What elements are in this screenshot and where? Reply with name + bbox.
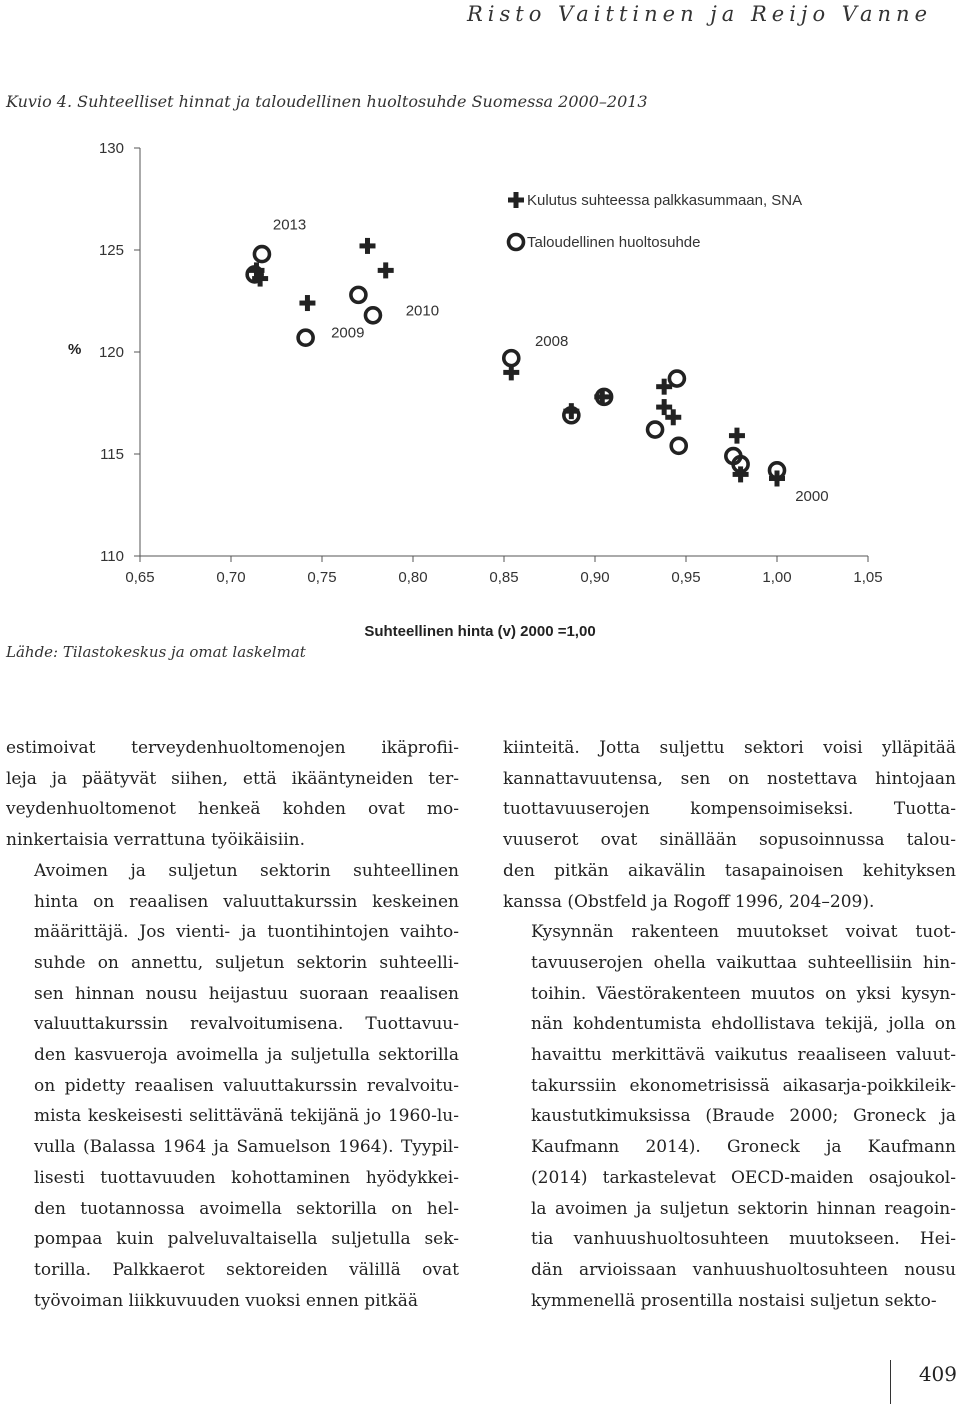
chart-marks — [247, 238, 785, 487]
scatter-point-circle-2009 — [298, 330, 313, 345]
text-line: tuottavuuserojen kompensoimiseksi. Tuotta- — [503, 799, 956, 820]
paragraph — [503, 733, 956, 917]
text-line: nän kohdentumista ehdollistava tekijä, jolla on — [531, 1014, 956, 1035]
plus-marker-v — [569, 403, 574, 419]
body-column-right — [503, 733, 956, 1316]
x-tick-label: 0,80 — [398, 569, 428, 586]
paragraph — [6, 856, 459, 1317]
x-tick-labels — [125, 556, 882, 586]
scatter-point-plus-2010 — [378, 262, 394, 278]
plus-marker-v — [514, 192, 519, 208]
y-tick-label: 115 — [100, 446, 124, 463]
year-annotation: 2009 — [331, 324, 365, 342]
text-line: den tuotannossa avoimella sektorilla on hel- — [34, 1198, 459, 1219]
text-line: kanssa (Obstfeld ja Rogoff 1996, 204–209). — [503, 891, 875, 912]
text-line: Avoimen ja suljetun sektorin suhteellinen — [34, 860, 459, 881]
text-line: valuuttakurssin revalvoitumisena. Tuottavuu- — [34, 1014, 459, 1035]
x-tick-label: 0,85 — [489, 569, 519, 586]
chart-legend — [508, 192, 802, 251]
chart-annotations — [273, 217, 829, 505]
scatter-point-plus-2011 — [360, 238, 376, 254]
x-tick-label: 1,05 — [853, 569, 883, 586]
text-line: torilla. Palkkaerot sektoreiden välillä ovat — [34, 1259, 459, 1280]
text-line: suhde on annettu, suljetun sektorin suhteelli- — [34, 952, 459, 973]
text-line: tavuuserojen ohella vaikuttaa suhteellisiin hin- — [531, 952, 956, 973]
year-annotation: 2010 — [405, 302, 440, 320]
x-axis-label: Suhteellinen hinta (v) 2000 =1,00 — [364, 623, 596, 640]
text-line: (2014) tarkastelevat OECD-maiden osajoukol- — [531, 1167, 956, 1188]
text-line: vuuserot ovat sinällään sopusoinnussa talou- — [503, 830, 956, 851]
y-tick-label: 125 — [98, 242, 124, 259]
x-tick-label: 0,65 — [125, 569, 155, 586]
text-line: kannattavuutensa, sen on nostettava hintojaan — [503, 768, 956, 789]
paragraph — [503, 917, 956, 1316]
text-line: pompaa kuin palveluvaltaisella suljetulla sek- — [34, 1229, 459, 1250]
text-line: tia vanhuushuoltosuhteen muutokseen. Hei- — [531, 1229, 956, 1250]
text-line: kaustutkimuksissa (Braude 2000; Groneck ja — [531, 1106, 956, 1127]
text-line: työvoiman liikkuvuuden vuoksi ennen pitkää — [34, 1290, 418, 1311]
text-line: veydenhuoltomenot henkeä kohden ovat mo- — [6, 799, 459, 820]
text-line: määrittäjä. Jos vienti- ja tuontihintojen vaihto- — [34, 922, 459, 943]
y-axis-unit-label: % — [68, 341, 82, 358]
text-line: estimoivat terveydenhuoltomenojen ikäprofii- — [6, 738, 459, 758]
x-tick-label: 0,90 — [580, 569, 610, 586]
scatter-point-circle-2008 — [504, 351, 519, 366]
text-line: hinta on reaalisen valuuttakurssin keskeinen — [34, 891, 459, 912]
text-line: den kasvueroja avoimella ja suljetulla sektorilla — [34, 1045, 459, 1066]
scatter-point-circle-2011 — [351, 287, 366, 302]
scatter-chart — [0, 130, 960, 640]
plus-marker-v — [305, 295, 310, 311]
plus-marker-v — [671, 409, 676, 425]
text-line: vulla (Balassa 1964 ja Samuelson 1964). Tyypil- — [34, 1137, 459, 1158]
scatter-point-plus-2005 — [656, 399, 672, 415]
y-tick-label: 120 — [98, 344, 124, 361]
running-head: Risto Vaittinen ja Reijo Vanne — [466, 2, 932, 26]
figure-caption: Kuvio 4. Suhteelliset hinnat ja taloudellinen huoltosuhde Suomessa 2000–2013 — [6, 92, 648, 111]
scatter-point-plus-2001 — [729, 428, 745, 444]
page-number-rule — [890, 1360, 891, 1404]
text-line: sen hinnan nousu heijastuu suoraan reaalisen — [34, 983, 459, 1004]
scatter-point-circle-2005 — [669, 371, 684, 386]
year-annotation: 2008 — [534, 332, 569, 350]
legend-circle-marker — [509, 235, 524, 250]
text-line: Kysynnän rakenteen muutokset voivat tuot- — [531, 922, 956, 943]
text-line: Kaufmann 2014). Groneck ja Kaufmann — [531, 1137, 956, 1158]
scatter-point-circle-2010 — [365, 308, 380, 323]
x-tick-label: 1,00 — [762, 569, 792, 586]
text-line: dän arvioissaan vanhuushuoltosuhteen nousu — [531, 1259, 956, 1280]
x-tick-label: 0,70 — [216, 569, 246, 586]
text-line: takurssiin ekonometrisissä aikasarja-poikkileik- — [531, 1075, 956, 1096]
plus-marker-v — [662, 379, 667, 395]
text-line: on pidetty reaalisen valuuttakurssin revalvoitu- — [34, 1075, 459, 1096]
body-column-left — [6, 733, 459, 1316]
text-line: kymmenellä prosentilla nostaisi suljetun sekto- — [531, 1290, 937, 1311]
legend-label-dependency: Taloudellinen huoltosuhde — [527, 234, 701, 251]
figure-source: Lähde: Tilastokeskus ja omat laskelmat — [6, 643, 306, 661]
scatter-point-circle-2013 — [254, 247, 269, 262]
plus-marker-v — [662, 399, 667, 415]
text-line: lisesti tuottavuuden kohottaminen hyödykkei- — [34, 1167, 459, 1188]
plus-marker-v — [738, 466, 743, 482]
text-line: havaittu merkittävä vaikutus reaaliseen valuut- — [531, 1045, 956, 1066]
text-line: la avoimen ja suljetun sektorin hinnan reagoin- — [531, 1198, 956, 1219]
chart-axes — [140, 148, 868, 556]
legend-plus-marker — [508, 192, 524, 208]
y-tick-labels — [99, 140, 140, 565]
plus-marker-v — [365, 238, 370, 254]
page-number: 409 — [918, 1362, 957, 1386]
year-annotation: 2000 — [795, 487, 829, 505]
y-tick-label: 130 — [98, 140, 124, 157]
plus-marker-v — [254, 262, 259, 278]
text-line: toihin. Väestörakenteen muutos on yksi kysyn- — [531, 983, 956, 1004]
x-tick-label: 0,95 — [671, 569, 701, 586]
text-line: ninkertaisia verrattuna työikäisiin. — [6, 830, 306, 851]
scatter-point-circle-2003 — [671, 438, 686, 453]
scatter-point-circle-2004 — [648, 422, 663, 437]
year-annotation: 2013 — [272, 216, 307, 234]
scatter-point-plus-2003 — [665, 409, 681, 425]
legend-label-consumption: Kulutus suhteessa palkkasummaan, SNA — [527, 192, 803, 209]
text-line: mista keskeisesti selittävänä tekijänä jo 1960-lu- — [34, 1106, 459, 1127]
text-line: kiinteitä. Jotta suljettu sektori voisi ylläpitää — [503, 738, 956, 758]
plus-marker-v — [383, 262, 388, 278]
x-tick-label: 0,75 — [307, 569, 337, 586]
text-line: leja ja päätyvät siihen, että ikääntyneiden ter- — [6, 768, 459, 789]
text-line: den pitkän aikavälin tasapainoisen kehityksen — [503, 860, 956, 881]
paragraph — [6, 733, 459, 856]
y-tick-label: 110 — [100, 548, 124, 565]
scatter-point-plus-2009 — [299, 295, 315, 311]
plus-marker-v — [734, 428, 739, 444]
